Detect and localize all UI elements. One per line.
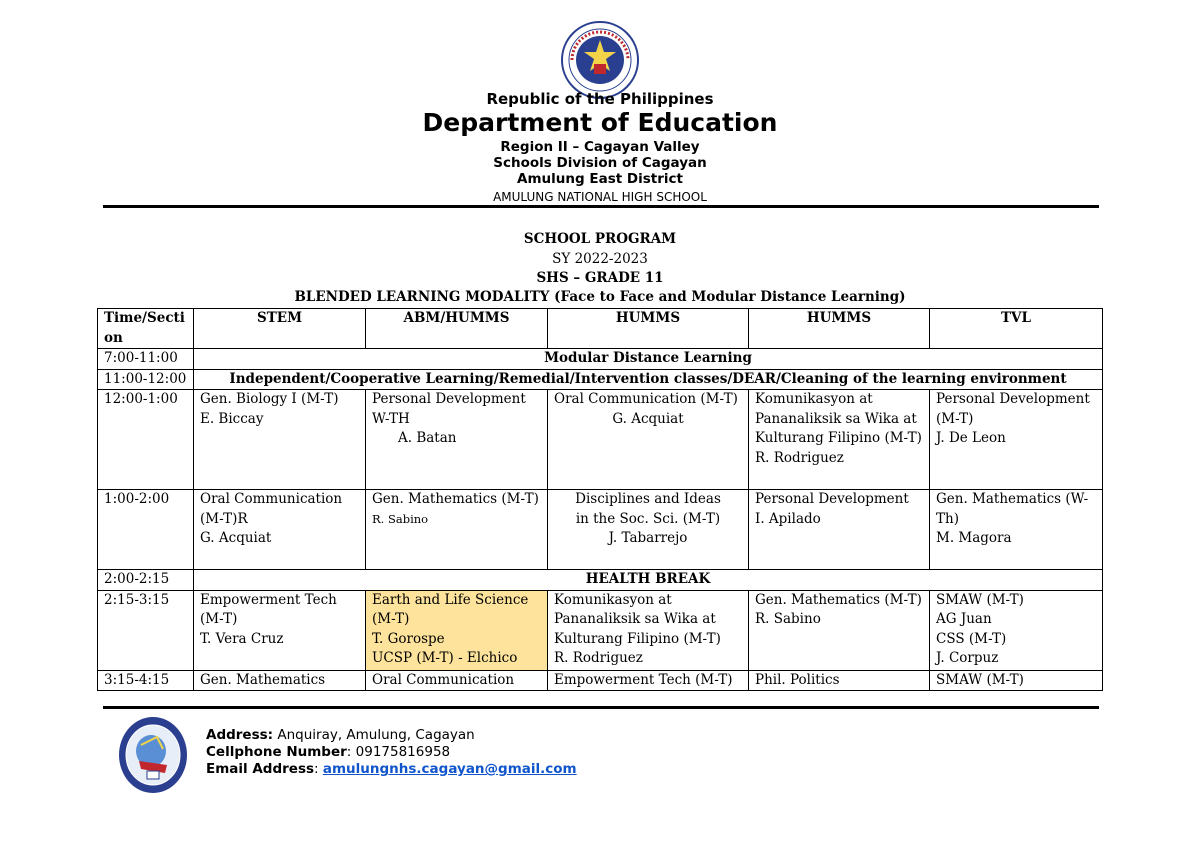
time-cell: 12:00-1:00 — [98, 390, 194, 490]
table-row — [98, 570, 1103, 591]
time-cell: 11:00-12:00 — [98, 369, 194, 390]
table-cell: Gen. Mathematics — [194, 670, 366, 691]
table-header-row — [98, 309, 1103, 349]
time-cell: 1:00-2:00 — [98, 490, 194, 570]
col-header-abm-humms: ABM/HUMMS — [366, 309, 548, 349]
program-title: SCHOOL PROGRAM — [523, 231, 677, 247]
time-cell: 3:15-4:15 — [98, 670, 194, 691]
table-row — [98, 369, 1103, 390]
district-label: Amulung East District — [517, 171, 683, 187]
table-cell: Disciplines and Ideas in the Soc. Sci. (M-T) J. Tabarrejo — [548, 490, 749, 570]
col-header-stem: STEM — [194, 309, 366, 349]
table-row — [98, 670, 1103, 691]
table-cell: Empowerment Tech (M-T) T. Vera Cruz — [194, 590, 366, 670]
table-cell-highlighted: Earth and Life Science (M-T) T. Gorospe UCSP (M-T) - Elchico — [366, 590, 548, 670]
table-row — [98, 590, 1103, 670]
learning-modality: BLENDED LEARNING MODALITY (Face to Face and Modular Distance Learning) — [294, 289, 906, 305]
school-name: AMULUNG NATIONAL HIGH SCHOOL — [493, 190, 707, 204]
table-cell: SMAW (M-T) — [930, 670, 1103, 691]
schedule-table — [97, 308, 1103, 691]
header-divider — [103, 205, 1099, 208]
table-cell: Gen. Mathematics (M-T) R. Sabino — [366, 490, 548, 570]
deped-seal-icon — [560, 20, 640, 100]
table-cell: Phil. Politics — [749, 670, 930, 691]
table-cell: Personal Development (M-T) J. De Leon — [930, 390, 1103, 490]
col-header-tvl: TVL — [930, 309, 1103, 349]
grade-level: SHS – GRADE 11 — [536, 270, 664, 286]
span-cell: HEALTH BREAK — [194, 570, 1103, 591]
footer-divider — [103, 706, 1099, 709]
table-cell: Personal Development W-TH A. Batan — [366, 390, 548, 490]
table-cell: Komunikasyon at Pananaliksik sa Wika at Kulturang Filipino (M-T) R. Rodriguez — [749, 390, 930, 490]
footer-address: Address: Anquiray, Amulung, Cagayan — [206, 727, 475, 743]
table-row — [98, 390, 1103, 490]
table-cell: Gen. Mathematics (M-T) R. Sabino — [749, 590, 930, 670]
region-label: Region II – Cagayan Valley — [500, 139, 700, 155]
school-logo-icon — [117, 715, 189, 795]
table-cell: Personal Development I. Apilado — [749, 490, 930, 570]
time-cell: 2:15-3:15 — [98, 590, 194, 670]
table-cell: Oral Communication (M-T)R G. Acquiat — [194, 490, 366, 570]
school-year: SY 2022-2023 — [552, 251, 648, 267]
table-row — [98, 349, 1103, 370]
republic-title: Republic of the Philippines — [486, 90, 714, 108]
table-cell: Oral Communication — [366, 670, 548, 691]
col-header-humms-2: HUMMS — [749, 309, 930, 349]
table-cell: Oral Communication (M-T) G. Acquiat — [548, 390, 749, 490]
time-cell: 2:00-2:15 — [98, 570, 194, 591]
col-header-time: Time/Secti on — [98, 309, 194, 349]
email-link[interactable]: amulungnhs.cagayan@gmail.com — [322, 761, 577, 777]
table-cell: SMAW (M-T) AG Juan CSS (M-T) J. Corpuz — [930, 590, 1103, 670]
footer-phone: Cellphone Number: 09175816958 — [206, 744, 451, 760]
time-cell: 7:00-11:00 — [98, 349, 194, 370]
col-header-humms-1: HUMMS — [548, 309, 749, 349]
span-cell: Independent/Cooperative Learning/Remedial/Intervention classes/DEAR/Cleaning of the learning environment — [194, 369, 1103, 390]
department-title: Department of Education — [422, 108, 778, 137]
span-cell: Modular Distance Learning — [194, 349, 1103, 370]
division-label: Schools Division of Cagayan — [493, 155, 707, 171]
table-cell: Gen. Biology I (M-T) E. Biccay — [194, 390, 366, 490]
footer-email: Email Address: amulungnhs.cagayan@gmail.com — [206, 761, 577, 777]
table-cell: Gen. Mathematics (W-Th) M. Magora — [930, 490, 1103, 570]
table-cell: Komunikasyon at Pananaliksik sa Wika at Kulturang Filipino (M-T) R. Rodriguez — [548, 590, 749, 670]
table-row — [98, 490, 1103, 570]
table-cell: Empowerment Tech (M-T) — [548, 670, 749, 691]
